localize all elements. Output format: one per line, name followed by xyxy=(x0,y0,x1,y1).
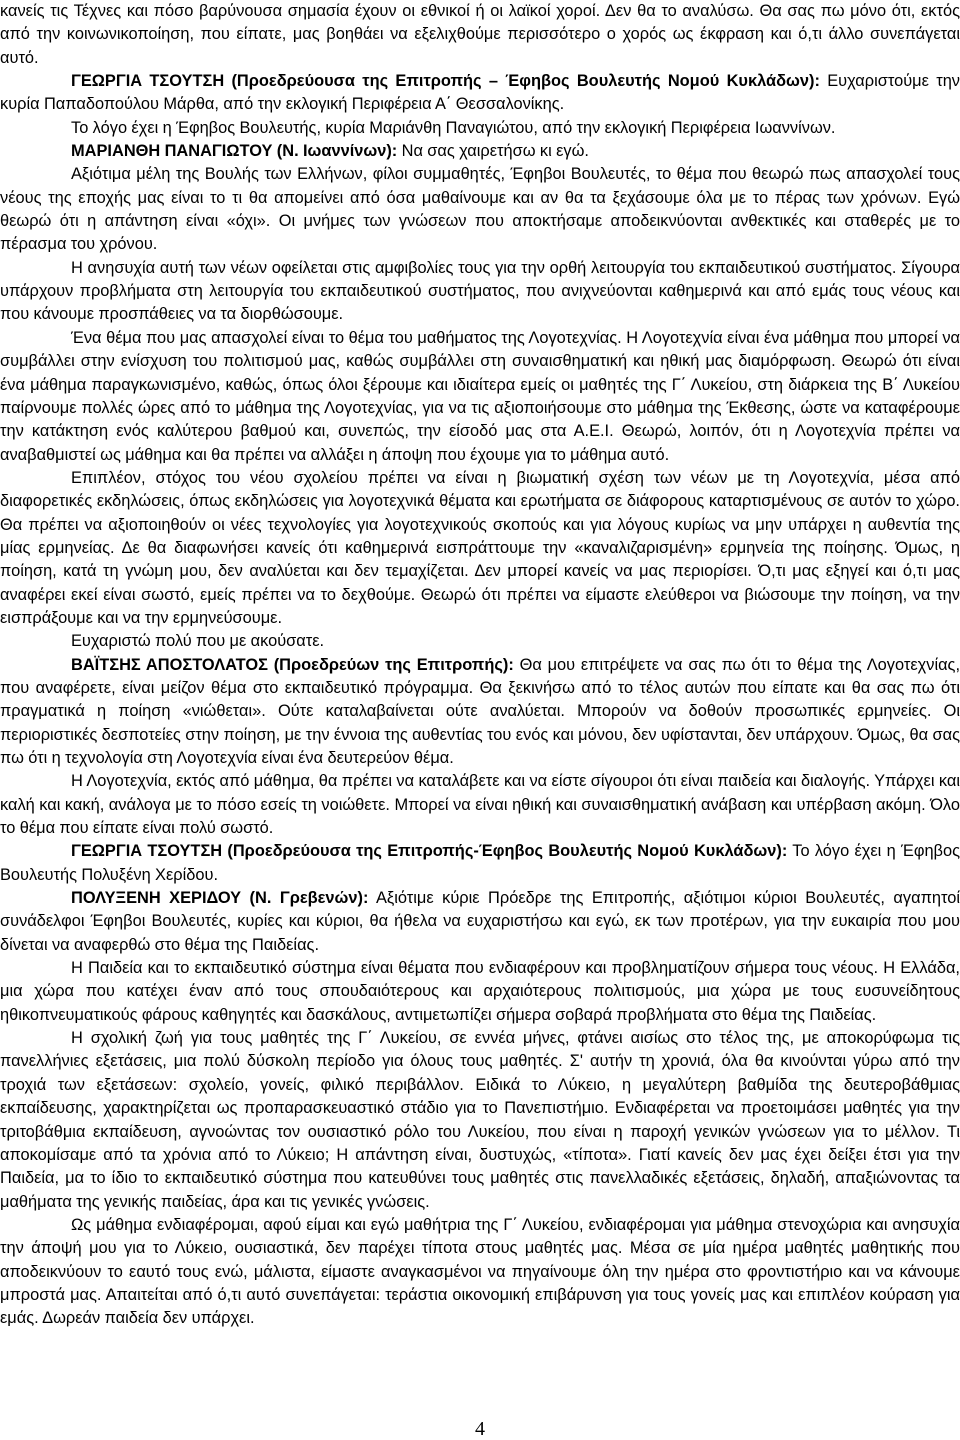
paragraph xyxy=(0,70,960,117)
paragraph xyxy=(0,117,960,140)
paragraph-text: Να σας χαιρετήσω κι εγώ. xyxy=(397,142,589,161)
paragraph xyxy=(0,163,960,256)
paragraph-text: Ευχαριστώ πολύ που με ακούσατε. xyxy=(71,632,325,651)
paragraph-text: Ένα θέμα που μας απασχολεί είναι το θέμα του μαθήματος της Λογοτεχνίας. Η Λογοτεχνία είναι ένα μάθημα που μπορεί να συμβάλλει στην ενίσχυση του πολιτισμού μας, καθώς συμβάλλει στη συναισθηματική και ηθική μας διαμόρφωση. Θεωρώ ότι είναι ένα μάθημα παραγκωνισμένο, καθώς, όπως όλοι ξέρουμε και ιδιαίτερα εμείς οι μαθητές της Γ΄ Λυκείου, στη διάρκεια της Β΄ Λυκείου παίρνουμε πολλές ώρες από το μάθημα της Λογοτεχνίας, για να τις αξιοποιήσουμε στο μάθημα της Έκθεσης, ώστε να καταφέρουμε την κατάκτηση ενός καλύτερου βαθμού και, συνεπώς, την είσοδό μας στα Α.Ε.Ι. Θεωρώ, λοιπόν, ότι η Λογοτεχνία πρέπει να αναβαθμιστεί ως μάθημα και θα πρέπει να αλλάξει η άποψη που έχουμε για το μάθημα αυτό. xyxy=(0,328,960,464)
speaker-name: ΒΑΪΤΣΗΣ ΑΠΟΣΤΟΛΑΤΟΣ (Προεδρεύων της Επιτροπής): xyxy=(71,655,514,674)
speaker-name: ΠΟΛΥΞΕΝΗ ΧΕΡΙΔΟΥ (Ν. Γρεβενών): xyxy=(71,889,369,908)
paragraph-text: Αξιότιμε κύριε Πρόεδρε της Επιτροπής, αξιότιμοι κύριοι Βουλευτές, αγαπητοί συνάδελφοι Έφηβοι Βουλευτές, κυρίες και κύριοι, θα ήθελα να ευχαριστήσω και εγώ, εκ των προτέρων, για την ευκαιρία που μου δίνεται να αναφερθώ στο θέμα της Παιδείας. xyxy=(0,889,960,954)
paragraph-text: Ευχαριστούμε την κυρία Παπαδοπούλου Μάρθα, από την εκλογική Περιφέρεια Α΄ Θεσσαλονίκης. xyxy=(0,72,960,114)
paragraph-text: Η ανησυχία αυτή των νέων οφείλεται στις αμφιβολίες τους για την ορθή λειτουργία του εκπαιδευτικού συστήματος. Σίγουρα υπάρχουν προβλήματα στη λειτουργία του εκπαιδευτικού συστήματος, που ανιχνεύονται καθημερινά και από εμάς τους νέους και που κάνουμε προσπάθειες να τα διορθώσουμε. xyxy=(0,258,960,324)
paragraph xyxy=(0,957,960,1027)
paragraph-text: κανείς τις Τέχνες και πόσο βαρύνουσα σημασία έχουν οι εθνικοί ή οι λαϊκοί χοροί. Δεν θα το αναλύσω. Θα σας πω μόνο ότι, εκτός από την κοινωνικοποίηση, που είπατε, μας βοηθάει να εξελιχθούμε περισσότερο ο χορός ως έκφραση και ό,τι άλλο συνεπάγεται αυτό. xyxy=(0,2,960,67)
paragraph-text: Το λόγο έχει η Έφηβος Βουλευτής, κυρία Μαριάνθη Παναγιώτου, από την εκλογική Περιφέρεια Ιωαννίνων. xyxy=(71,118,836,137)
paragraph xyxy=(0,467,960,630)
paragraph-text: Επιπλέον, στόχος του νέου σχολείου πρέπει να είναι η βιωματική σχέση των νέων με τη Λογοτεχνία, μέσα από διαφορετικές εκδηλώσεις, όπως εκδηλώσεις για λογοτεχνικά θέματα και ερωτήματα σε διάφορους καταρτισμένους σε αυτόν το χώρο. Θα πρέπει να αξιοποιηθούν οι νέες τεχνολογίες για λογοτεχνικούς σκοπούς και για λόγους κυρίως να μην υπάρχει η αυθεντία της μίας ερμηνείας. Δε θα διαφωνήσει κανείς ότι καθημερινά εισπράττουμε την «καναλιζαρισμένη» ερμηνεία της ποίησης. Όμως, η ποίηση, κατά τη γνώμη μου, δεν αναλύεται και δεν τεμαχίζεται. Δεν μπορεί κανείς να μας περιορίσει. Ό,τι μας εξηγεί και ό,τι μας αναφέρει εκεί είναι σωστό, εμείς πρέπει να το δεχθούμε. Θεωρώ ότι πρέπει να είμαστε ελεύθεροι να βιώσουμε την ποίηση, να την εισπράξουμε και να την ερμηνεύσουμε. xyxy=(0,468,960,627)
paragraph xyxy=(0,654,960,771)
paragraph xyxy=(0,887,960,957)
paragraph xyxy=(0,630,960,653)
paragraph-text: Ως μάθημα ενδιαφέρομαι, αφού είμαι και εγώ μαθήτρια της Γ΄ Λυκείου, ενδιαφέρομαι για μάθημα στενοχώρια και ανησυχία την άποψή μου για το Λύκειο, ουσιαστικά, δεν παρέχει τίποτα στους μαθητές μας. Μέσα σε μία ημέρα μαθητές μαθητικής που αποδεικνύουν το εαυτό τους ενώ, μάλιστα, είμαστε αναγκασμένοι να πηγαίνουμε όλη την ημέρα στο φροντιστήριο και να κάνουμε μπροστά μας. Απαιτείται από ό,τι αυτό συνεπάγεται: τεράστια οικονομική επιβάρυνση για τους γονείς μας και επιπλέον κούραση για εμάς. Δωρεάν παιδεία δεν υπάρχει. xyxy=(0,1215,960,1328)
paragraph-text: Η σχολική ζωή για τους μαθητές της Γ΄ Λυκείου, σε εννέα μήνες, φτάνει αισίως στο τέλος της, με αποκορύφωμα τις πανελλήνιες εξετάσεις, μια πολύ δύσκολη περίοδο για όλους τους μαθητές. Σ' αυτήν τη χρονιά, όλα θα κινούνται γύρω από την τροχιά των εξετάσεων: σχολείο, γονείς, φιλικό περιβάλλον. Ειδικά το Λύκειο, η μεγαλύτερη βαθμίδα της δευτεροβάθμιας εκπαίδευσης, χαρακτηρίζεται ως προπαρασκευαστικό στάδιο για το Πανεπιστήμιο. Ενδιαφέρεται να προετοιμάσει μαθητές για την τριτοβάθμια εκπαίδευση, αγνοώντας τον ουσιαστικό ρόλο του Λυκείου, που είναι η παροχή γενικών γνώσεων για το μέλλον. Τι αποκομίσαμε από τα χρόνια από το Λύκειο; Η απάντηση είναι, δυστυχώς, «τίποτα». Γιατί κανείς δεν μας έχει δείξει έτσι για την Παιδεία, μα το ίδιο το εκπαιδευτικό σύστημα που κατευθύνει τους μαθητές στις πανελλαδικές εξετάσεις, δηλαδή, απαξιώνοντας τα μαθήματα της γενικής παιδείας, άρα και τις γενικές γνώσεις. xyxy=(0,1029,960,1211)
paragraph-text: Αξιότιμα μέλη της Βουλής των Ελλήνων, φίλοι συμμαθητές, Έφηβοι Βουλευτές, το θέμα που θεωρώ πως απασχολεί τους νέους της εποχής μας είναι το τι θα απομείνει από όσα μαθαίνουμε και αν θα τα ξεχάσουμε όλα με το πέρας των χρόνων. Εγώ θεωρώ ότι η απάντηση είναι «όχι». Οι μνήμες των γνώσεων που αποκτήσαμε αποδεικνύονται ανθεκτικές και σταθερές με το πέρασμα του χρόνου. xyxy=(0,165,960,254)
paragraph xyxy=(0,1214,960,1331)
paragraph xyxy=(0,1027,960,1214)
paragraph-text: Θα μου επιτρέψετε να σας πω ότι το θέμα της Λογοτεχνίας, που αναφέρετε, είναι μείζον θέμα στο εκπαιδευτικό πρόγραμμα. Θα ξεκινήσω από το τέλος αυτών που είπατε και θα σας πω ότι πραγματικά η ποίηση «νιώθεται». Ούτε καταλαβαίνεται ούτε αναλύεται. Μπορούν να δοθούν προσωπικές ερμηνείες. Οι περιοριστικές δεσποτείες στην ποίηση, με την έννοια της αυθεντίας του ενός και μόνου, δεν υφίστανται, δεν υπάρχουν. Όμως, θα σας πω ότι η τεχνολογία στη Λογοτεχνία είναι ένα δευτερεύον θέμα. xyxy=(0,655,960,767)
paragraph xyxy=(0,257,960,327)
paragraph-text: Το λόγο έχει η Έφηβος Βουλευτής Πολυξένη Χερίδου. xyxy=(0,842,960,884)
page-number: 4 xyxy=(475,1418,485,1440)
paragraph-text: Η Λογοτεχνία, εκτός από μάθημα, θα πρέπει να καταλάβετε και να είστε σίγουροι ότι είναι παιδεία και διαλογής. Υπάρχει και καλή και κακή, ανάλογα με το πόσο εσείς τη νοιώθετε. Μπορεί να είναι ηθική και συναισθηματική ανάβαση και υπέρβαση ακόμη. Όλο το θέμα που είπατε είναι πολύ σωστό. xyxy=(0,772,960,838)
paragraph-text: Η Παιδεία και το εκπαιδευτικό σύστημα είναι θέματα που ενδιαφέρουν και προβληματίζουν σήμερα τους νέους. Η Ελλάδα, μια χώρα που κατέχει έναν από τους σπουδαιότερους και αρχαιότερους πολιτισμούς, μια χώρα με τους ευσυνείδητους ηθικοπνευματικούς φάρους καθηγητές και δασκάλους, αντιμετωπίζει σήμερα σοβαρά προβλήματα στο θέμα της Παιδείας. xyxy=(0,959,960,1024)
paragraph xyxy=(0,140,960,163)
paragraph xyxy=(0,770,960,840)
paragraph xyxy=(0,327,960,467)
paragraph xyxy=(0,0,960,70)
speaker-name: ΓΕΩΡΓΙΑ ΤΣΟΥΤΣΗ (Προεδρεύουσα της Επιτροπής-Έφηβος Βουλευτής Νομού Κυκλάδων): xyxy=(71,842,788,861)
speaker-name: ΜΑΡΙΑΝΘΗ ΠΑΝΑΓΙΩΤΟΥ (Ν. Ιωαννίνων): xyxy=(71,142,398,161)
speaker-name: ΓΕΩΡΓΙΑ ΤΣΟΥΤΣΗ (Προεδρεύουσα της Επιτροπής – Έφηβος Βουλευτής Νομού Κυκλάδων): xyxy=(71,72,820,91)
paragraph xyxy=(0,840,960,887)
